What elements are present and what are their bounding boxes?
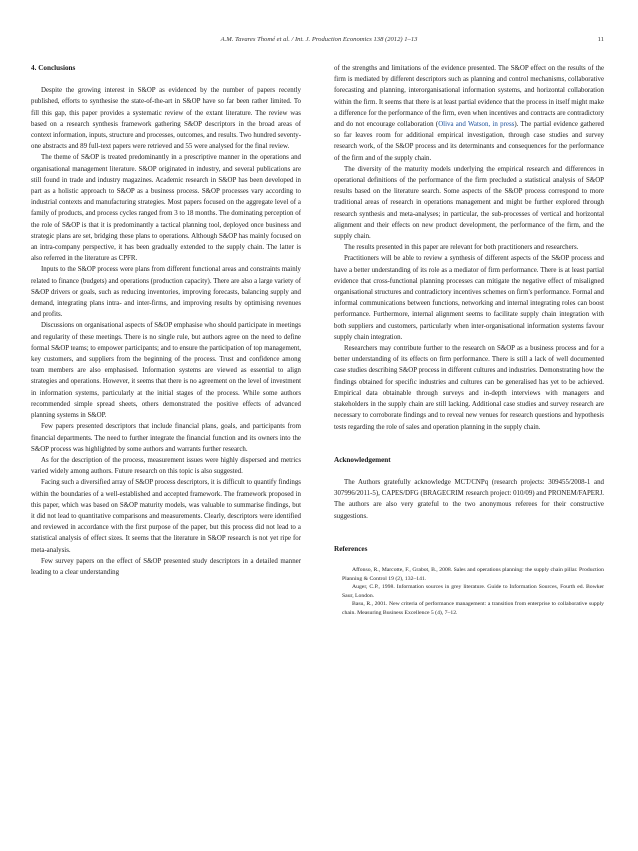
acknowledgement-heading: Acknowledgement (334, 455, 391, 464)
running-title: A.M. Tavares Thomé et al. / Int. J. Production Economics 138 (2012) 1–13 (220, 36, 418, 43)
conclusions-paragraph: As for the description of the process, measurement issues were highly dispersed and metrics varied widely among authors. Future research on this topic is also suggested. (31, 456, 301, 476)
paragraph-text: ). The partial evidence gathered so far leaves room for additional empirical investigation, through case studies and survey research work, of the S&OP process and its determinants and consequences for the performance of the firm and of the supply chain. (334, 121, 604, 162)
paragraph-text: of the strengths and limitations of the evidence presented. The S&OP effect on the results of the firm is mediated by different descriptors such as planning and control mechanisms, collaborative forecasting and planning, interorganisational information systems, and horizontal collaboration within the firm. It seems that there is at least partial evidence that the process in itself might make a difference for the performance of the firm, even when incentives and contracts are contradictory and do not encourage collaboration ( (334, 65, 604, 129)
page-number: 11 (597, 36, 604, 43)
reference-item: Auger, C.P., 1998. Information sources in grey literature. Guide to Information Sources, Fourth ed. Bowker Saur, London. (342, 584, 604, 599)
citation-link[interactable]: Oliva and Watson, in press (438, 121, 515, 129)
conclusions-paragraph: Researchers may contribute further to the research on S&OP as a business process and for a better understanding of its effects on firm performance. There is still a lack of well documented case studies describing S&OP process in different cultures and industries. Demonstrating how the findings obtained for specific industries and cultures can be generalised has yet to be achieved. Empirical data obtainable through surveys and in-depth interviews with managers and stakeholders in the supply chain are still lacking. Additional case studies and survey research are necessary to corroborate findings and to reveal new venues for research questions and hypothesis tests regarding the role of sales and operation planning in the supply chain. (334, 345, 604, 431)
conclusions-paragraph: Practitioners will be able to review a synthesis of different aspects of the S&OP process and have a better understanding of its role as a mediator of firm performance. There is at least partial evidence that cross-functional planning processes can mitigate the negative effect of misaligned organisational structures and contradictory incentives schemes on firm's performance. Formal and informal communications between functions, networking and internal integrating roles can boost performance. Furthermore, internal alignment seems to facilitate supply chain integration with both suppliers and customers, particularly when inter-organisational information systems favour supply chain integration. (334, 255, 604, 341)
conclusions-paragraph: Facing such a diversified array of S&OP process descriptors, it is difficult to quantify findings within the boundaries of a well-established and accepted framework. The framework proposed in this paper, which was based on S&OP maturity models, was valuable to summarise findings, but it did not lead to quantitative comparisons and measurements. Clearly, descriptors were identified and reviewed in accordance with the first purpose of the paper, but this process did not lead to a statistical analysis of effect sizes. It seems that the literature in S&OP research is not yet ripe for meta-analysis. (31, 479, 301, 554)
conclusions-paragraph: Discussions on organisational aspects of S&OP emphasise who should participate in meetings and regularity of these meetings. There is no single rule, but authors agree on the need to define formal S&OP teams; to empower participants; and to ensure the participation of top management, key customers, and suppliers from the beginning of the process. Trust and confidence among team members are also emphasised. Information systems are viewed as essential to align strategies and operations. However, it seems that there is no agreement on the level of investment in information systems, particularly at the initial stages of the process. While some authors recommended simple spread sheets, others demonstrated the positive effects of advanced planning systems in S&OP. (31, 322, 301, 420)
reference-list (334, 566, 604, 618)
conclusions-paragraph: The theme of S&OP is treated predominantly in a prescriptive manner in the operations and organisational management literature. S&OP originated in industry, and several publications are still found in trade and industry magazines. Academic research in S&OP has been developed in part as a holistic approach to S&OP as a business process. S&OP processes vary according to industrial contexts and manufacturing strategies. Most papers focused on the aggregate level of a family of products, and process cycles ranged from 3 to 18 months. The dominating perception of the role of S&OP is that it is predominantly a tactical planning tool, deployed once business and strategic plans are set, bridging these plans to operations. Although S&OP has mainly focused on an intra-company perspective, it has been gradually extended to the supply chain. The latter is also referred in the literature as CPFR. (31, 154, 301, 263)
reference-item: Basu, R., 2001. New criteria of performance management: a transition from enterprise to collaborative supply chain. Measuring Business Excellence 5 (4), 7–12. (342, 601, 604, 616)
left-column (31, 63, 301, 833)
right-column (334, 63, 604, 833)
conclusions-paragraph-continued (334, 63, 604, 164)
conclusions-paragraph: Few survey papers on the effect of S&OP presented study descriptors in a detailed manner leading to a clear understanding (31, 557, 301, 576)
conclusions-paragraph: Few papers presented descriptors that include financial plans, goals, and participants from financial departments. The need to further integrate the financial function and its owners into the S&OP process was highlighted by some authors and warrants further research. (31, 423, 301, 453)
reference-item: Affonso, R., Marcotte, F., Grabot, B., 2008. Sales and operations planning: the supply chain pillar. Production Planning & Control 19 (2), 132–141. (342, 566, 604, 582)
acknowledgement-text: The Authors gratefully acknowledge MCT/CNPq (research projects: 309455/2008-1 and 307996/2011-5), CAPES/DFG (BRAGECRIM research project: 010/09) and PRONEM/FAPERJ. The authors are also very grateful to the two anonymous referees for their constructive suggestions. (334, 478, 604, 520)
conclusions-paragraph: Inputs to the S&OP process were plans from different functional areas and constraints mainly related to finance (budgets) and operations (production capacity). There are also a large variety of S&OP drivers or goals, such as reducing inventories, improving forecasts, balancing supply and demand, integrating plans intra- and inter-firms, and improving results by optimising revenues and profits. (31, 266, 301, 319)
conclusions-heading: 4. Conclusions (31, 64, 76, 72)
conclusions-paragraph: The results presented in this paper are relevant for both practitioners and researchers. (344, 244, 579, 252)
references-heading: References (334, 544, 368, 553)
conclusions-paragraph: Despite the growing interest in S&OP as evidenced by the number of papers recently published, efforts to synthesise the state-of-the-art in S&OP have so far been rather limited. To fill this gap, this paper provides a systematic review of the extant literature. The review was based on a research synthesis framework gathering S&OP descriptors in the broad areas of context information, inputs, structure and processes, outcomes, and results. Two hundred seventy-one abstracts and 89 full-text papers were retrieved and 55 were analysed for the final review. (31, 87, 301, 151)
conclusions-paragraph: The diversity of the maturity models underlying the empirical research and differences in operational definitions of the performance of the firm precluded a statistical analysis of S&OP results based on the literature search. Some aspects of the S&OP process correspond to more traditional areas of research in operations management and might be further explored through research synthesis and meta-analyses; in particular, the sub-processes of vertical and horizontal alignment and their effects on new product development, the performance of the firm, and the supply chain. (334, 165, 604, 241)
running-header (34, 36, 604, 48)
